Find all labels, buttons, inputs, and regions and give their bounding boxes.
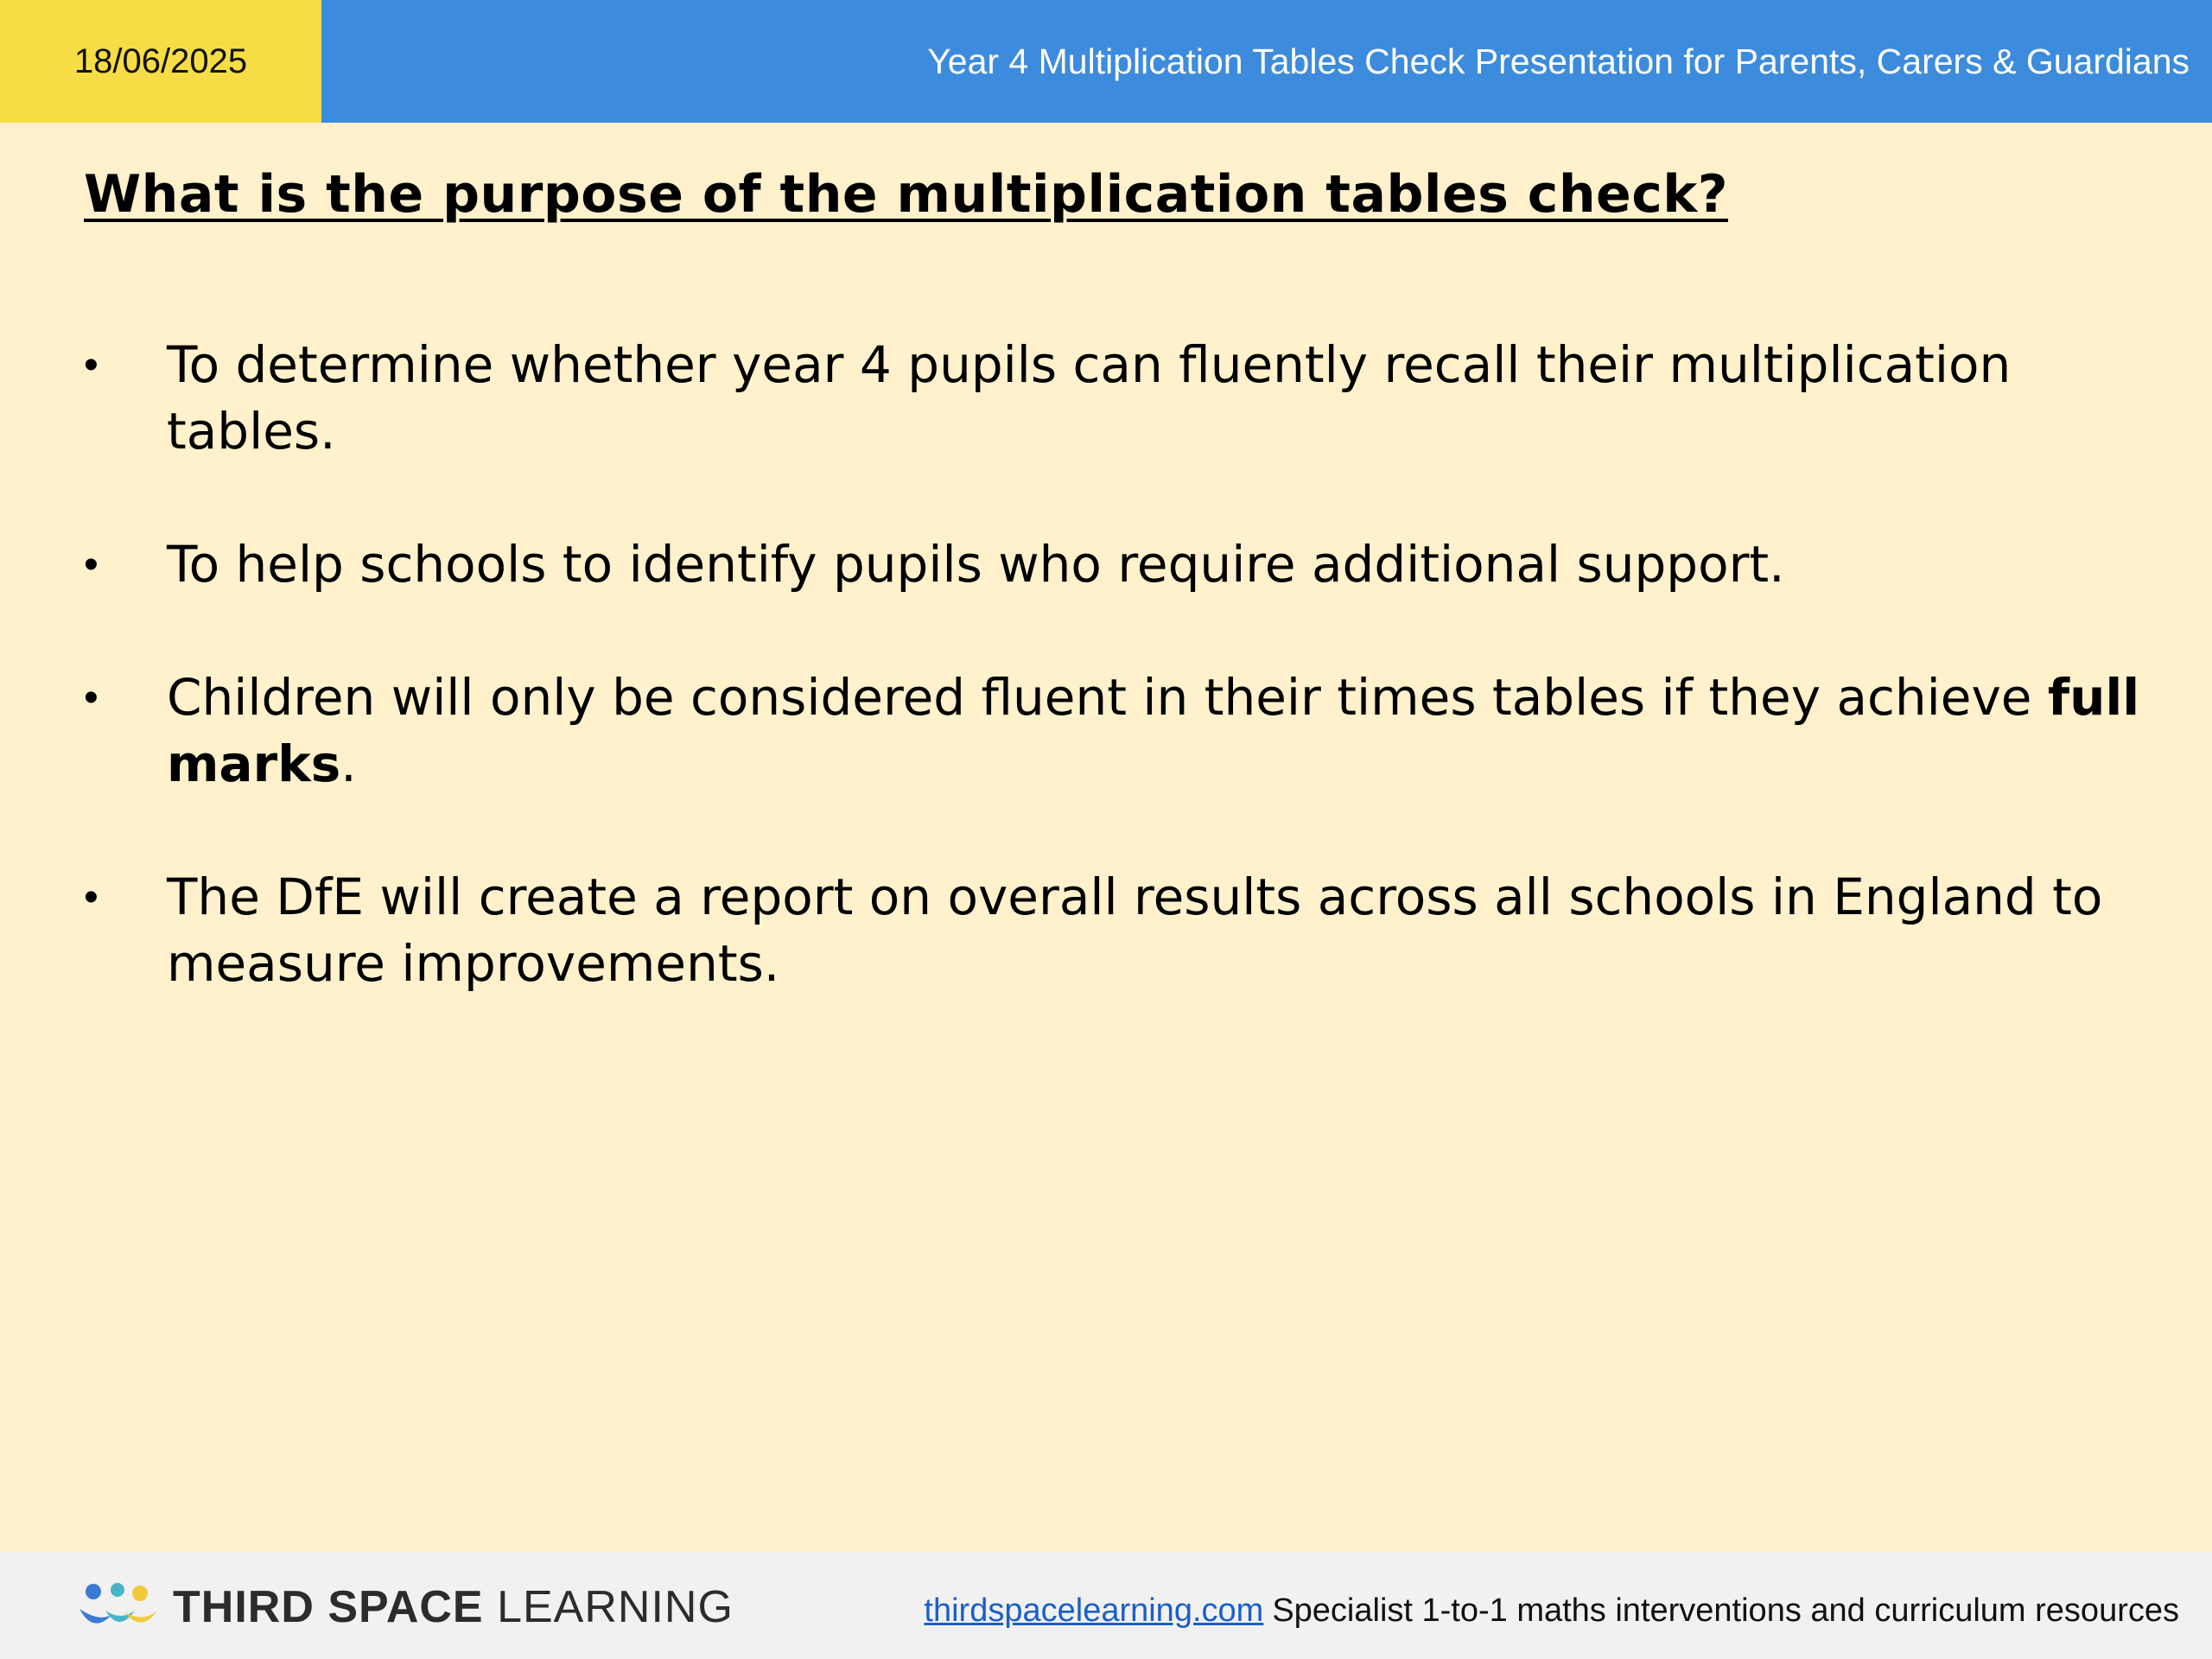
bullet-text-end: . xyxy=(340,734,357,793)
bullet-item xyxy=(84,864,2140,997)
bullet-text: The DfE will create a report on overall results across all schools in England to measure improvements. xyxy=(167,868,2103,993)
bullet-item xyxy=(84,332,2140,465)
bullet-item xyxy=(84,531,2140,598)
bullet-emphasis: full marks xyxy=(167,668,2140,793)
logo-text: THIRD SPACE LEARNING xyxy=(173,1582,734,1632)
footer-info xyxy=(924,1586,2179,1635)
presentation-title: Year 4 Multiplication Tables Check Presentation for Parents, Carers & Guardians xyxy=(927,41,2190,81)
bullet-icon: • xyxy=(84,342,99,388)
bullet-text: To help schools to identify pupils who require additional support. xyxy=(167,535,1785,594)
bullet-list xyxy=(84,332,2140,1064)
bullet-icon: • xyxy=(84,874,99,920)
bullet-item xyxy=(84,664,2140,798)
third-space-learning-logo xyxy=(74,1578,734,1637)
bullet-icon: • xyxy=(84,675,99,721)
bullet-text: Children will only be considered fluent in their times tables if they achieve xyxy=(167,668,2048,727)
date-label: 18/06/2025 xyxy=(0,0,321,123)
bullet-icon: • xyxy=(84,542,99,588)
slide-title: What is the purpose of the multiplication tables check? xyxy=(84,164,1728,225)
header-bar xyxy=(0,0,2212,123)
bullet-text: To determine whether year 4 pupils can fluently recall their multiplication tables. xyxy=(167,335,2012,461)
footer-tagline: Specialist 1-to-1 maths interventions and curriculum resources xyxy=(1272,1592,2179,1629)
website-link[interactable]: thirdspacelearning.com xyxy=(924,1592,1264,1629)
people-logo-icon xyxy=(74,1580,161,1635)
